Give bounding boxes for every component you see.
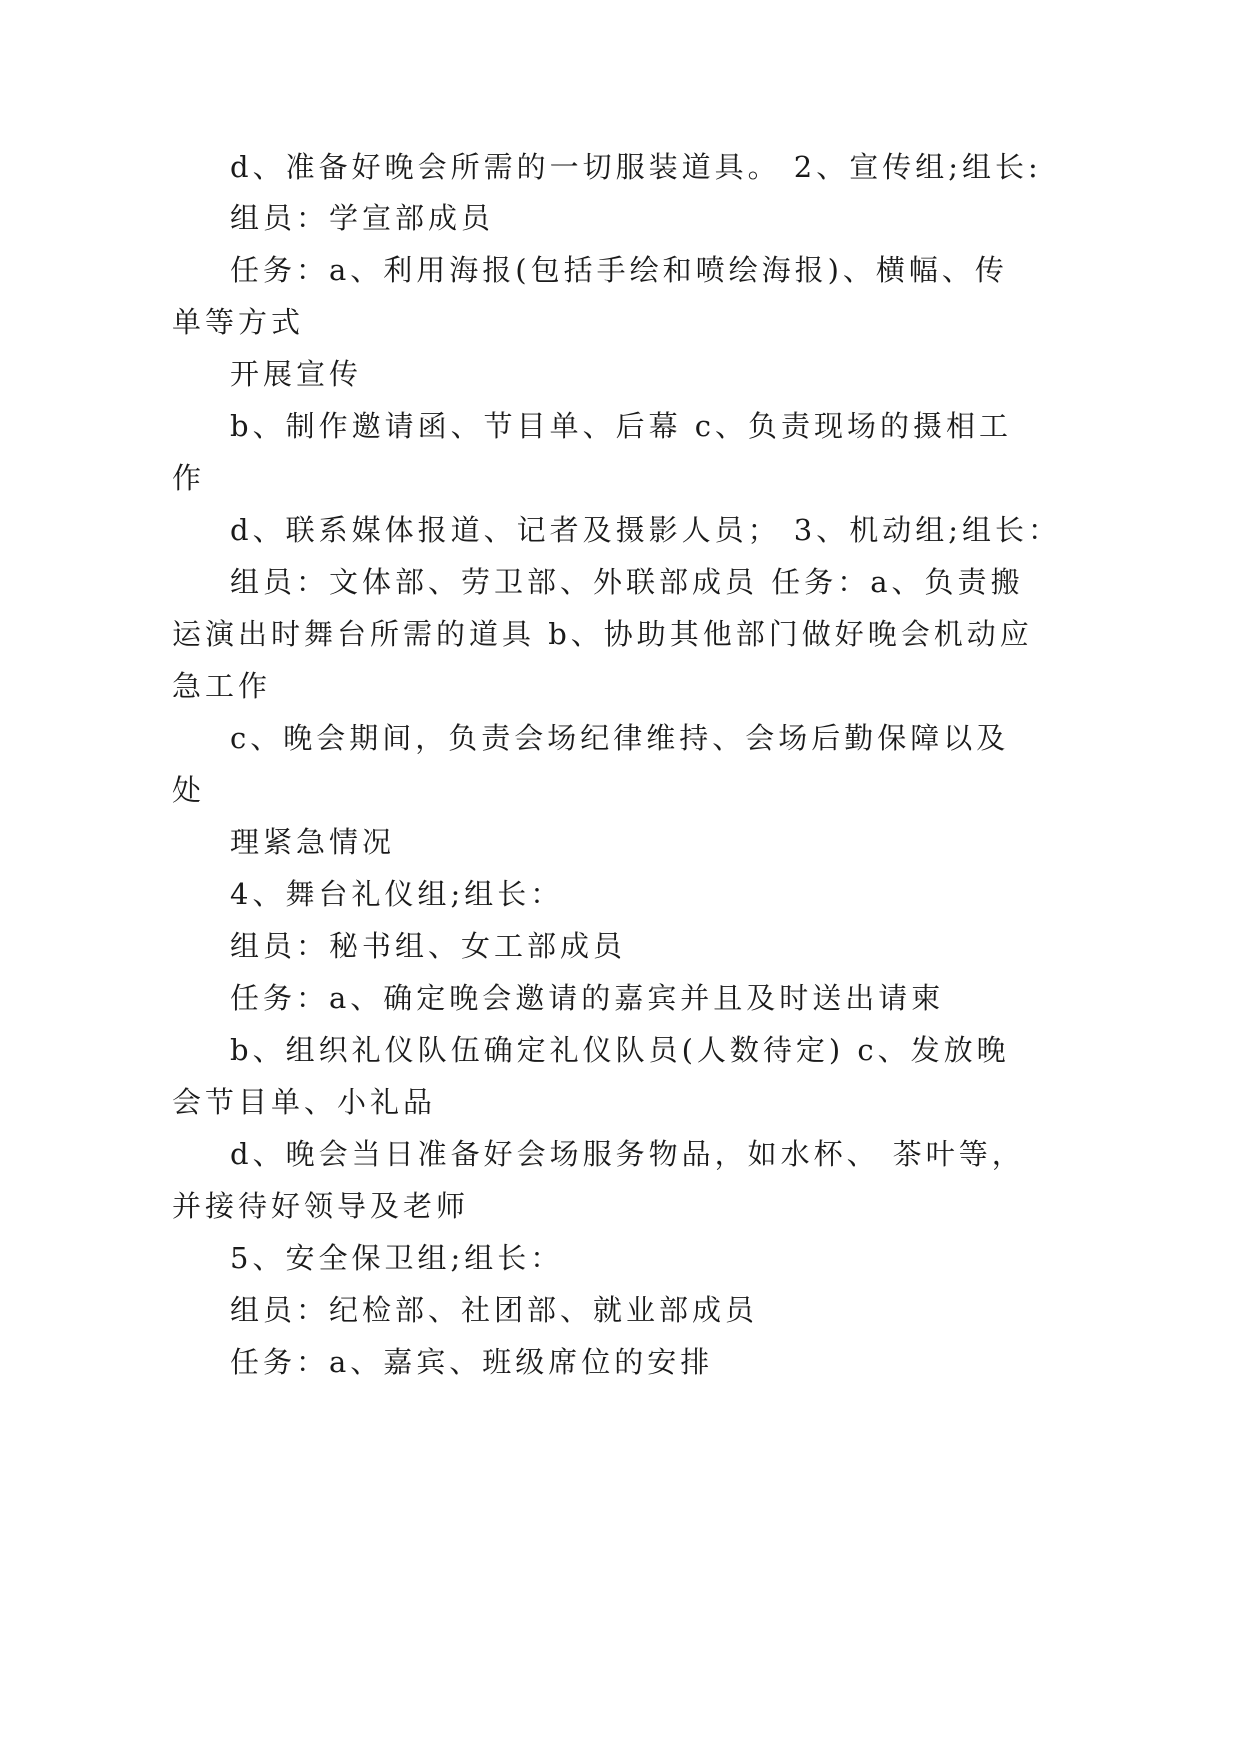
text-line: 5、安全保卫组;组长：	[230, 1241, 564, 1275]
text-line: d、准备好晚会所需的一切服装道具。 2、宣传组;组长:	[230, 150, 1042, 184]
text-line: 任务：a、利用海报(包括手绘和喷绘海报)、横幅、传	[230, 253, 1008, 287]
text-line: 作	[172, 461, 206, 495]
text-line: 急工作	[172, 669, 272, 703]
text-line: 并接待好领导及老师	[172, 1189, 470, 1223]
text-line: 单等方式	[172, 305, 305, 339]
text-line: 运演出时舞台所需的道具 b、协助其他部门做好晚会机动应	[172, 617, 1033, 651]
text-line: 组员：纪检部、社团部、就业部成员	[230, 1293, 759, 1327]
text-line: 任务：a、确定晚会邀请的嘉宾并且及时送出请柬	[230, 981, 945, 1015]
text-line: 会节目单、小礼品	[172, 1085, 437, 1119]
text-line: 组员：文体部、劳卫部、外联部成员 任务：a、负责搬	[230, 565, 1024, 599]
text-line: d、联系媒体报道、记者及摄影人员； 3、机动组;组长：	[230, 513, 1062, 547]
text-line: b、制作邀请函、节目单、后幕 c、负责现场的摄相工	[230, 409, 1013, 443]
text-line: 4、舞台礼仪组;组长：	[230, 877, 564, 911]
text-line: 组员：学宣部成员	[230, 201, 495, 235]
text-line: 组员：秘书组、女工部成员	[230, 929, 627, 963]
text-line: 理紧急情况	[230, 825, 396, 859]
text-line: d、晚会当日准备好会场服务物品，如水杯、 茶叶等，	[230, 1137, 1025, 1171]
text-line: 处	[172, 773, 206, 807]
text-line: c、晚会期间，负责会场纪律维持、会场后勤保障以及	[230, 721, 1010, 755]
text-line: b、组织礼仪队伍确定礼仪队员(人数待定) c、发放晚	[230, 1033, 1010, 1067]
text-line: 任务：a、嘉宾、班级席位的安排	[230, 1345, 714, 1379]
text-line: 开展宣传	[230, 357, 363, 391]
